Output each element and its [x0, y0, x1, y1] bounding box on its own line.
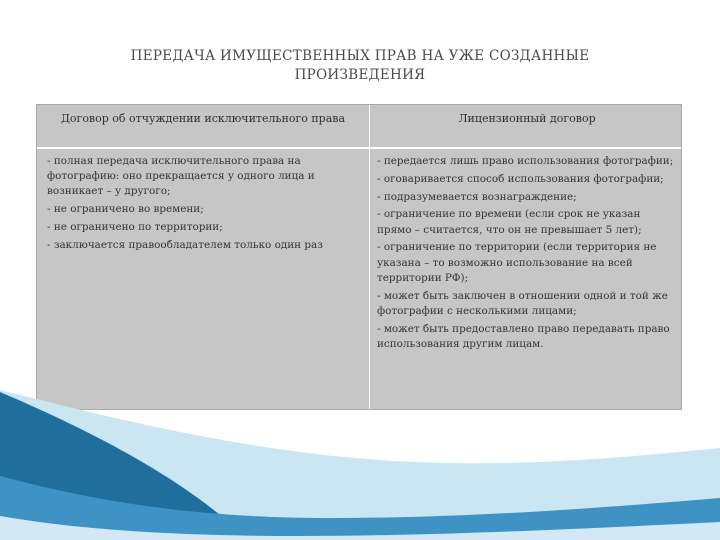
comparison-table: [36, 104, 682, 410]
list-item: - полная передача исключительного права на фотографию: оно прекращается у одного лица и возникает – у другого;: [47, 155, 315, 198]
list-item: - может быть заключен в отношении одной и той же фотографии с несколькими лицами;: [377, 289, 668, 317]
wave-decoration: [0, 390, 720, 540]
list-item: - может быть предоставлено право передавать право использования другим лицам.: [377, 322, 670, 350]
alienation-contract-cell: [47, 154, 361, 256]
list-item: - подразумевается вознаграждение;: [377, 190, 577, 203]
header-divider: [37, 147, 681, 149]
title-line-1: ПЕРЕДАЧА ИМУЩЕСТВЕННЫХ ПРАВ НА УЖЕ СОЗДАННЫЕ: [130, 48, 590, 64]
list-item: - не ограничено по территории;: [47, 221, 223, 233]
slide-title: [60, 47, 660, 85]
list-item: - ограничение по времени (если срок не указан прямо – считается, что он не превышает 5 лет);: [377, 208, 642, 236]
list-item: - оговаривается способ использования фотографии;: [377, 172, 664, 185]
header-license-contract: Лицензионный договор: [458, 112, 596, 125]
list-item: - передается лишь право использования фотографии;: [377, 155, 674, 167]
header-alienation-contract: Договор об отчуждении исключительного права: [60, 112, 346, 125]
title-line-2: ПРОИЗВЕДЕНИЯ: [294, 67, 426, 83]
list-item: - не ограничено во времени;: [47, 203, 204, 216]
license-contract-cell: [377, 154, 675, 355]
list-item: - ограничение по территории (если территория не указана – то возможно использование на всей территории РФ);: [377, 241, 657, 284]
column-divider: [369, 105, 370, 409]
list-item: - заключается правообладателем только один раз: [47, 238, 323, 251]
